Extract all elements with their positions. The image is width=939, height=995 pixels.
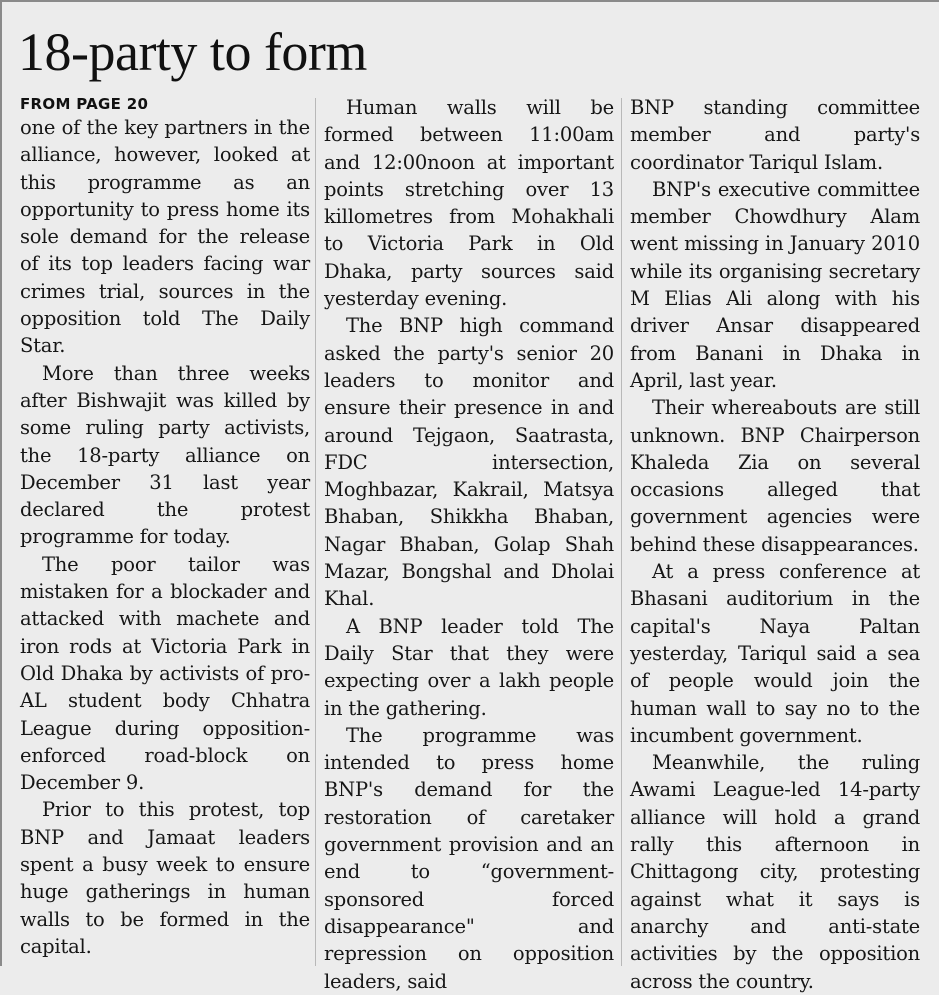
column-divider — [621, 98, 622, 966]
article-paragraph: BNP's executive committee member Chowdhury Alam went missing in January 2010 while its organising secretary M Elias Ali along with his driver Ansar disappeared from Banani in Dhaka in April, last year. — [630, 177, 920, 392]
article-paragraph: Prior to this protest, top BNP and Jamaat leaders spent a busy week to ensure huge gatherings in human walls to be formed in the capital. — [20, 798, 310, 958]
article-paragraph: The poor tailor was mistaken for a blockader and attacked with machete and iron rods at Victoria Park in Old Dhaka by activists of pro-AL student body Chhatra League during opposition-enforced road-block on December 9. — [20, 552, 310, 795]
article-column-2 — [324, 94, 614, 993]
article-paragraph: The BNP high command asked the party's senior 20 leaders to monitor and ensure their presence in and around Tejgaon, Saatrasta, FDC intersection, Moghbazar, Kakrail, Matsya Bhaban, Shikkha Bhaban, Nagar Bhaban, Golap Shah Mazar, Bongshal and Dholai Khal. — [324, 314, 614, 611]
article-column-1 — [20, 94, 310, 966]
article-paragraph: Meanwhile, the ruling Awami League-led 14-party alliance will hold a grand rally this afternoon in Chittagong city, protesting against what it says is anarchy and anti-state activities by the opposition across the country. — [630, 751, 920, 993]
jump-line: FROM PAGE 20 — [20, 95, 149, 113]
column-divider — [315, 98, 316, 966]
article-paragraph: Human walls will be formed between 11:00am and 12:00noon at important points stretching over 13 killometres from Mohakhali to Victoria Park in Old Dhaka, party sources said yesterday evening. — [324, 96, 614, 311]
article-paragraph: More than three weeks after Bishwajit was killed by some ruling party activists, the 18-party alliance on December 31 last year declared the protest programme for today. — [20, 361, 310, 549]
article-column-3 — [630, 94, 920, 993]
headline: 18-party to form — [18, 22, 367, 82]
article-paragraph: The programme was intended to press home BNP's demand for the restoration of caretaker government provision and an end to “government-sponsored forced disappearance" and repression on opposition leaders, said — [324, 723, 614, 993]
article-paragraph: Their whereabouts are still unknown. BNP Chairperson Khaleda Zia on several occasions alleged that government agencies were behind these disappearances. — [630, 396, 920, 556]
article-paragraph: BNP standing committee member and party's coordinator Tariqul Islam. — [630, 96, 920, 174]
article-paragraph: A BNP leader told The Daily Star that they were expecting over a lakh people in the gathering. — [324, 614, 614, 720]
article-paragraph: one of the key partners in the alliance, however, looked at this programme as an opportunity to press home its sole demand for the release of its top leaders facing war crimes trial, sources in the opposition told The Daily Star. — [20, 116, 310, 358]
article-paragraph: At a press conference at Bhasani auditorium in the capital's Naya Paltan yesterday, Tariqul said a sea of people would join the human wall to say no to the incumbent government. — [630, 560, 920, 747]
